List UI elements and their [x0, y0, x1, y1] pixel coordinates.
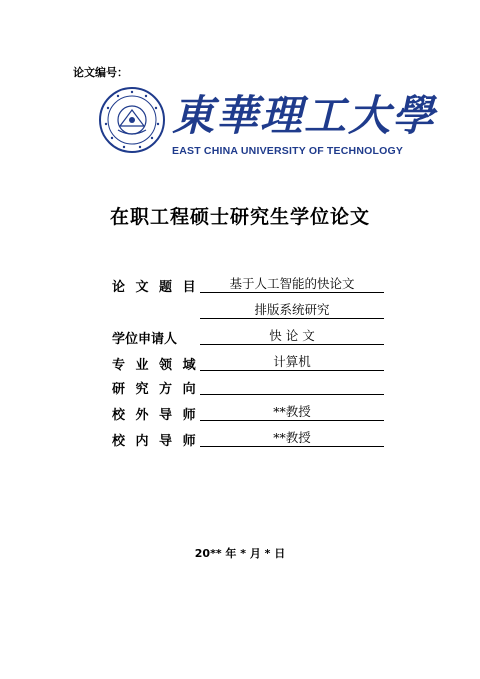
internal-advisor-label: 校 内 导 师 — [112, 434, 199, 449]
university-seal-icon — [98, 86, 166, 154]
internal-advisor-value: **教授 — [200, 430, 384, 447]
external-advisor-label: 校 外 导 师 — [112, 408, 199, 423]
university-chinese-name: 東華理工大學 — [172, 91, 437, 140]
page-title: 在职工程硕士研究生学位论文 — [109, 206, 370, 228]
applicant-label: 学位申请人 — [112, 332, 178, 347]
date-line: 20** 年 * 月 * 日 — [194, 547, 286, 560]
thesis-number-label: 论文编号： — [73, 66, 128, 79]
major-value: 计算机 — [200, 354, 384, 371]
direction-label: 研 究 方 向 — [112, 382, 199, 397]
external-advisor-value: **教授 — [200, 404, 384, 421]
thesis-title-line1: 基于人工智能的快论文 — [200, 276, 384, 293]
thesis-title-label: 论 文 题 目 — [112, 280, 199, 295]
major-label: 专 业 领 域 — [112, 358, 199, 373]
thesis-title-line2: 排版系统研究 — [200, 302, 384, 319]
applicant-value: 快 论 文 — [200, 328, 384, 345]
direction-value — [200, 378, 384, 395]
university-english-name: EAST CHINA UNIVERSITY OF TECHNOLOGY — [172, 145, 404, 157]
